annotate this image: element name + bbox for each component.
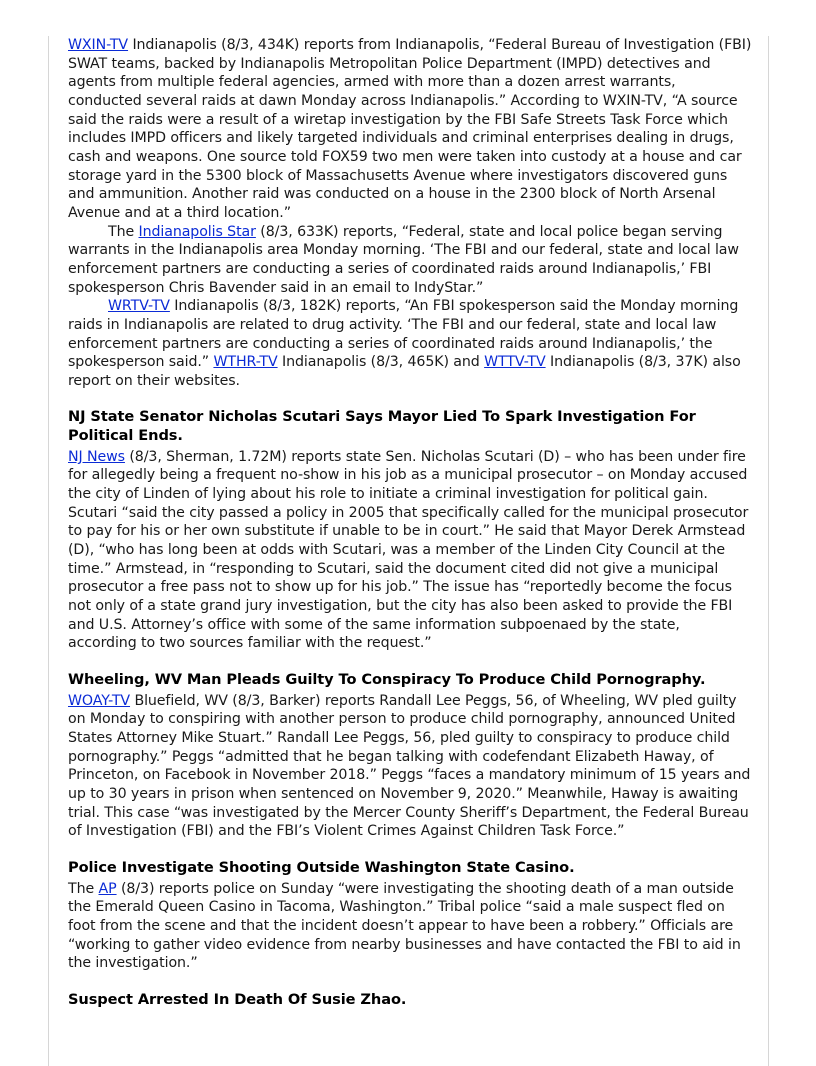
source-link[interactable]: NJ News — [68, 448, 125, 465]
paragraph-text: Indianapolis (8/3, 465K) and — [277, 354, 485, 371]
article-headline: Wheeling, WV Man Pleads Guilty To Conspiracy To Produce Child Pornography. — [68, 671, 706, 688]
source-link[interactable]: WXIN-TV — [68, 37, 129, 53]
article — [68, 36, 752, 390]
source-link[interactable]: WRTV-TV — [108, 298, 170, 315]
article — [68, 973, 752, 1012]
paragraph-text: Indianapolis (8/3, 434K) reports from Indianapolis, “Federal Bureau of Investigation (FBI) SWAT teams, backed by Indianapolis Metropolitan Police Department (IMPD) detectives and agents from multiple federal agencies, armed with more than a dozen arrest warrants, conducted several raids at dawn Monday across Indianapolis.” According to WXIN-TV, “A source said the raids were a result of a wiretap investigation by the FBI Safe Streets Task Force which includes IMPD officers and likely targeted individuals and criminal enterprises dealing in drugs, cash and weapons. One source told FOX59 two men were taken into custody at a house and car storage yard in the 5300 block of Massachusetts Avenue where investigators discovered guns and ammunition. Another raid was conducted on a house in the 2300 block of North Arsenal Avenue and at a third location.” — [68, 37, 752, 221]
article-paragraph — [68, 448, 752, 653]
source-link[interactable]: Indianapolis Star — [138, 223, 256, 240]
article — [68, 390, 752, 653]
document-body — [68, 36, 752, 1012]
article-paragraph — [68, 880, 752, 973]
paragraph-text: (8/3, Sherman, 1.72M) reports state Sen. Nicholas Scutari (D) – who has been under fire for allegedly being a frequent no-show in his job as a municipal prosecutor – on Monday accused the city of Linden of lying about his role to initiate a criminal investigation for political gain. Scutari “said the city passed a policy in 2005 that specifically called for the municipal prosecutor to pay for his or her own substitute if unable to be in court.” He said that Mayor Derek Armstead (D), “who has long been at odds with Scutari, was a member of the Linden City Council at the time.” Armstead, in “responding to Scutari, said the document cited did not give a municipal prosecutor a free pass not to show up for his job.” The issue has “reportedly become the focus not only of a state grand jury investigation, but the city has also been asked to provide the FBI and U.S. Attorney’s office with some of the same information subpoenaed by the state, according to two sources familiar with the request.” — [68, 448, 749, 652]
source-link[interactable]: WTHR-TV — [213, 354, 278, 371]
source-link[interactable]: WOAY-TV — [68, 692, 131, 709]
article-headline: Police Investigate Shooting Outside Washington State Casino. — [68, 858, 575, 876]
paragraph-text: (8/3) reports police on Sunday “were investigating the shooting death of a man outside the Emerald Queen Casino in Tacoma, Washington.” Tribal police “said a male suspect fled on foot from the scene and that the incident doesn’t appear to have been a robbery.” Officials are “working to gather video evidence from nearby businesses and have contacted the FBI to aid in the investigation.” — [68, 880, 741, 972]
article-paragraph — [68, 36, 752, 223]
article-headline: NJ State Senator Nicholas Scutari Says Mayor Lied To Spark Investigation For Political Ends. — [68, 408, 696, 445]
paragraph-text: The — [68, 880, 99, 897]
paragraph-text: The — [108, 223, 139, 240]
article-paragraph — [68, 297, 752, 390]
article — [68, 653, 752, 841]
paragraph-text: (8/3, 633K) reports, “Federal, state and local police began serving warrants in the Indianapolis area Monday morning. ‘The FBI and our federal, state and local law enforcement partners are conducting a series of coordinated raids around Indianapolis,’ FBI spokesperson Chris Bavender said in an email to IndyStar.” — [68, 223, 739, 296]
article-paragraph — [68, 692, 752, 841]
paragraph-text: Indianapolis (8/3, 37K) also report on their websites. — [68, 354, 741, 389]
source-link[interactable]: AP — [98, 880, 117, 897]
source-link[interactable]: WTTV-TV — [484, 354, 546, 371]
paragraph-text: Indianapolis (8/3, 182K) reports, “An FBI spokesperson said the Monday morning raids in Indianapolis are related to drug activity. ‘The FBI and our federal, state and local law enforcement partners are conducting a series of coordinated raids around Indianapolis,’ the spokesperson said.” — [68, 298, 739, 371]
article — [68, 841, 752, 973]
article-paragraph — [68, 223, 752, 298]
paragraph-text: Bluefield, WV (8/3, Barker) reports Randall Lee Peggs, 56, of Wheeling, WV pled guilty on Monday to conspiring with another person to produce child pornography, announced United States Attorney Mike Stuart.” Randall Lee Peggs, 56, pled guilty to conspiracy to produce child pornography.” Peggs “admitted that he began talking with codefendant Elizabeth Haway, of Princeton, on Facebook in November 2018.” Peggs “faces a mandatory minimum of 15 years and up to 30 years in prison when sentenced on November 9, 2020.” Meanwhile, Haway is awaiting trial. This case “was investigated by the Mercer County Sheriff’s Department, the Federal Bureau of Investigation (FBI) and the FBI’s Violent Crimes Against Children Task Force.” — [68, 692, 751, 840]
article-headline: Suspect Arrested In Death Of Susie Zhao. — [68, 990, 407, 1008]
